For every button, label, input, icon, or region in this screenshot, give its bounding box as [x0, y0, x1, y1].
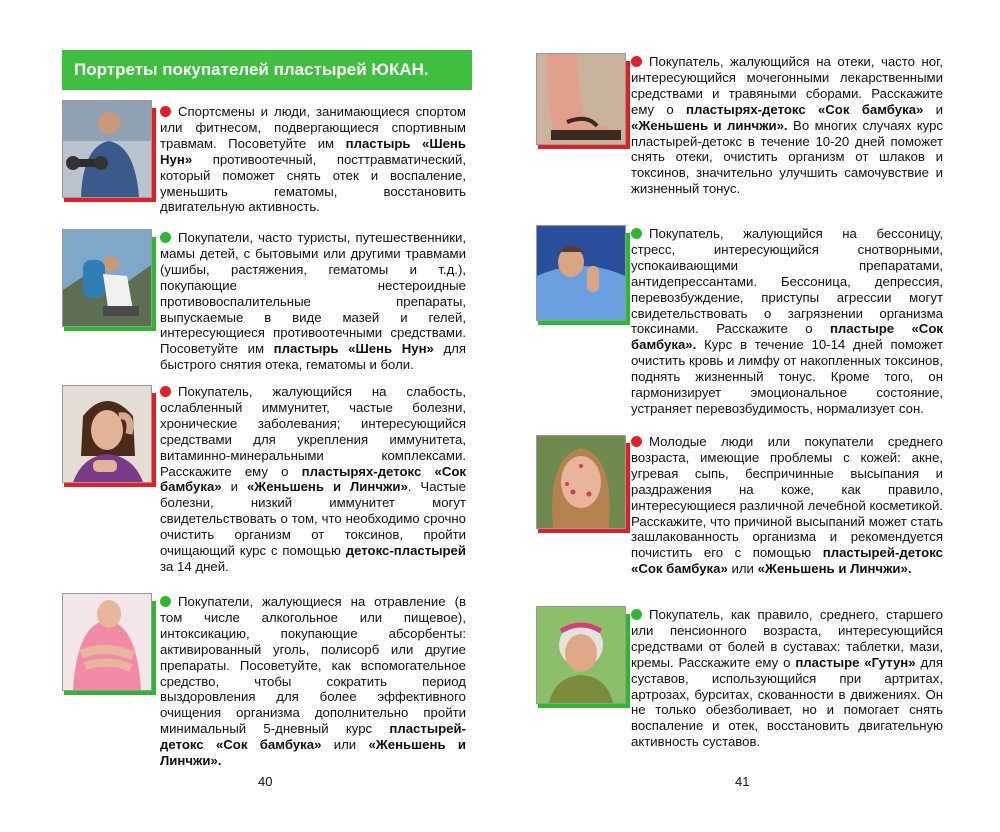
red-bullet-icon: [160, 386, 171, 397]
green-corner-accent: [538, 321, 628, 325]
thumbnail-hiker: [62, 229, 156, 333]
text-part: за 14 дней.: [160, 558, 229, 574]
green-corner-accent: [538, 704, 628, 708]
thumbnail-insomnia: [536, 225, 630, 327]
green-corner-accent: [152, 601, 156, 695]
product-name: пластыре «Гутун»: [795, 654, 916, 670]
insomnia-man-photo: [536, 225, 626, 321]
thumbnail-acne: [536, 435, 630, 535]
entry-insomnia-text: [631, 226, 943, 417]
thumbnail-elderly-woman: [536, 606, 630, 710]
product-name: детокс-пластырей: [345, 543, 466, 559]
text-part: и: [221, 479, 247, 495]
green-corner-accent: [152, 237, 156, 331]
text-part: Покупатель, как правило, среднего, старшего или пенсионного возраста, интересующийся средствами от болей в суставах: таблетки, мази, кремы. Расскажите ему о: [631, 607, 943, 670]
red-corner-accent: [626, 61, 630, 149]
green-bullet-icon: [631, 228, 642, 239]
red-bullet-icon: [631, 436, 642, 447]
thumbnail-tired-woman: [62, 385, 156, 489]
text-part: для суставов, использующийся при артритах, артрозах, бурситах, скованности в движениях. Он не только обезболивает, но и помогает снять воспаление и отек, восстановить двигательную активность суставов.: [631, 654, 943, 750]
green-bullet-icon: [160, 596, 171, 607]
text-part: Покупатель, жалующийся на отеки, часто ног, интересующийся мочегонными лекарственными средствами и травяными сборами. Расскажите ему о: [631, 54, 943, 117]
right-page: [500, 0, 1000, 832]
entry-edema-text: [631, 54, 943, 197]
text-part: Молодые люди или покупатели среднего возраста, имеющие проблемы с кожей: акне, угревая сыпь, беспричинные высыпания и раздражения на коже, как правило, интересующиеся различной лечебной косметикой. Расскажите, что причиной высыпаний может стать зашлакованность организма и рекомендуется почистить его с помощью: [631, 434, 943, 561]
product-name: пластырь «Шень Нун»: [273, 341, 434, 357]
green-corner-accent: [64, 691, 154, 695]
elderly-woman-photo: [536, 606, 626, 704]
green-bullet-icon: [160, 232, 171, 243]
red-corner-accent: [538, 145, 628, 149]
acne-girl-photo: [536, 435, 626, 529]
entry-joints-text: [631, 607, 943, 750]
tired-woman-photo: [62, 385, 152, 483]
hiker-photo: [62, 229, 152, 327]
thumbnail-swollen-feet: [536, 53, 630, 151]
product-name: пластыре «Сок бамбука».: [631, 321, 943, 353]
text-part: противоотечный, посттравматический, который поможет снять отек и воспаление, уменьшить гематомы, восстановить двигательную активность.: [160, 151, 466, 215]
red-corner-accent: [626, 443, 630, 533]
text-part: Курс в течение 10-14 дней поможет очистить кровь и лимфу от накопленных токсинов, поднять жизненный тонус. Кроме того, он гармонизирует эмоциональное состояние, устраняет перевозбудимость, нормализует сон.: [631, 337, 943, 416]
text-part: Покупатель, жалующийся на бессоницу, стресс, интересующийся снотворными, успокаивающими препаратами, антидепрессантами. Бессоница, депрессия, перевозбуждение, приступы агрессии могут свидетельствовать о загрязнении организма токсинами. Расскажите о: [631, 226, 943, 337]
entry-tourists-text: [160, 230, 466, 373]
page-number: 40: [258, 774, 273, 789]
stomach-ache-photo: [62, 593, 152, 691]
red-bullet-icon: [631, 56, 642, 67]
entry-athletes-text: [160, 104, 466, 215]
athlete-photo: [62, 100, 152, 198]
red-bullet-icon: [160, 106, 171, 117]
product-name: пластырь «Шень Нун»: [160, 135, 467, 167]
entry-skin-text: [631, 434, 943, 577]
green-corner-accent: [626, 233, 630, 325]
page-title: Портреты покупателей пластырей ЮКАН.: [62, 50, 472, 90]
text-part: для быстрого снятия отека, гематомы и боли.: [160, 341, 466, 373]
thumbnail-athlete: [62, 100, 156, 204]
text-part: и: [923, 101, 943, 117]
red-corner-accent: [538, 529, 628, 533]
product-name: пластырей-детокс «Сок бамбука»: [160, 721, 466, 753]
text-part: Спортсмены и люди, занимающиеся спортом или фитнесом, подвергающиеся спортивным травмам. Посоветуйте им: [160, 104, 466, 151]
product-name: пластырей-детокс «Сок бамбука»: [631, 545, 943, 577]
green-corner-accent: [64, 327, 154, 331]
page-number: 41: [735, 774, 750, 789]
green-bullet-icon: [631, 609, 642, 620]
text-part: или: [321, 737, 369, 753]
text-part: Покупатели, часто туристы, путешественники, мамы детей, с бытовыми или другими травмами (ушибы, растяжения, гематомы и т.д.), покупающие нестероидные противовоспалительные препараты, выпускаемые в виде мазей и гелей, интересующиеся противоотечными средствами. Посоветуйте им: [160, 230, 466, 357]
text-part: или: [727, 561, 758, 577]
swollen-feet-photo: [536, 53, 626, 145]
product-name: пластырях-детокс «Сок бамбука»: [160, 463, 466, 495]
red-corner-accent: [152, 108, 156, 202]
red-corner-accent: [152, 393, 156, 487]
text-part: Покупатель, жалующийся на слабость, ослабленный иммунитет, частые болезни, хронические заболевания; интересующийся средствами для укрепления иммунитета, витаминно-минеральными комплексами. Расскажите ему о: [160, 384, 466, 479]
product-name: «Женьшень и Линчжи»: [246, 479, 408, 495]
product-name: «Женьшень и Линчжи».: [757, 561, 912, 577]
entry-poisoning-text: [160, 594, 466, 769]
red-corner-accent: [64, 483, 154, 487]
red-corner-accent: [64, 198, 154, 202]
product-name: пластырях-детокс «Сок бамбука»: [686, 101, 924, 117]
product-name: «Женьшень и Линчжи».: [160, 737, 466, 769]
text-part: Покупатели, жалующиеся на отравление (в том числе алкогольное или пищевое), интоксикацию, покупающие абсорбенты: активированный уголь, полисорб или другие препараты. Посоветуйте, как вспомогательное средство, чтобы сократить период выздоровления для более эффективного очищения организма дополнительно пройти минимальный 5-дневный курс: [160, 594, 466, 737]
product-name: «Женьшень и линчжи».: [631, 117, 788, 133]
thumbnail-stomach-ache: [62, 593, 156, 697]
entry-weakness-text: [160, 384, 466, 575]
green-corner-accent: [626, 614, 630, 708]
text-part: . Частые болезни, низкий иммунитет могут свидетельствовать о том, что необходимо срочно очистить организм от токсинов, пройти очищающий курс с помощью: [160, 479, 466, 559]
text-part: Во многих случаях курс пластырей-детокс в течение 10-20 дней поможет снять отеки, очистить организм от шлаков и токсинов, значительно улучшить самочувствие и жизненный тонус.: [631, 117, 943, 197]
